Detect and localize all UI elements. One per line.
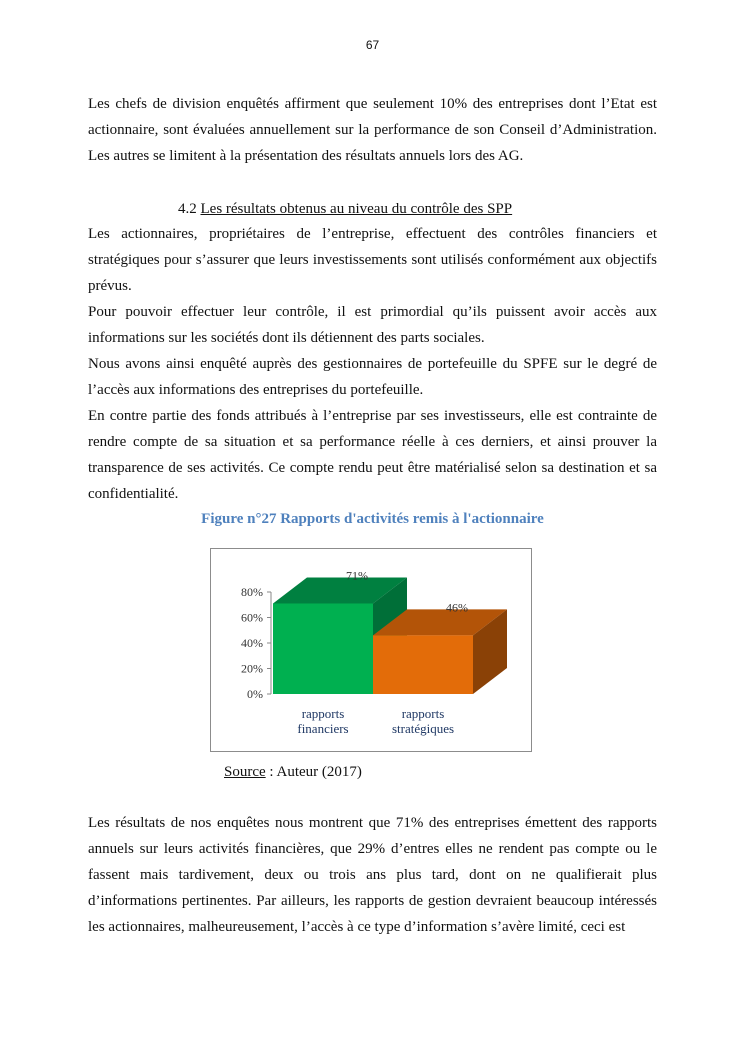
y-tick-label: 0% bbox=[247, 687, 263, 701]
paragraph bbox=[88, 810, 657, 940]
x-tick-label: stratégiques bbox=[391, 721, 455, 736]
body-paragraphs bbox=[88, 221, 657, 507]
page-number: 67 bbox=[365, 38, 380, 52]
y-tick-label: 60% bbox=[241, 610, 263, 625]
y-tick-label: 20% bbox=[241, 661, 263, 676]
y-tick-label: 40% bbox=[241, 636, 263, 650]
paragraph: En contre partie des fonds attribués à l’entreprise par ses investisseurs, elle est contrainte de rendre compte de sa situation et sa performance réelle à ces derniers, et ainsi prouver la transparence de ses activités. Ce compte rendu peut être matérialisé selon sa destination et sa confidentialité. bbox=[88, 408, 657, 502]
paragraph bbox=[88, 91, 657, 169]
paragraph-text: Les chefs de division enquêtés affirment que seulement 10% des entreprises dont l’Etat est actionnaire, sont évaluées annuellement sur la performance de son Conseil d’Administration. Les autres se limitent à la présentation des résultats annuels lors des AG. bbox=[88, 96, 657, 164]
paragraph: Pour pouvoir effectuer leur contrôle, il est primordial qu’ils puissent avoir accès aux informations sur les sociétés dont ils détiennent des parts sociales. bbox=[88, 304, 657, 346]
data-label: 71% bbox=[346, 568, 368, 583]
heading-text: Les résultats obtenus au niveau du contrôle des SPP bbox=[200, 201, 513, 217]
chart-svg bbox=[211, 549, 531, 751]
figure-source bbox=[224, 759, 362, 785]
paragraph: Les actionnaires, propriétaires de l’entreprise, effectuent des contrôles financiers et stratégiques pour s’assurer que leurs investissements sont utilisés conformément aux objectifs prévus. bbox=[88, 226, 657, 294]
x-tick-label: rapports bbox=[401, 706, 445, 721]
bar bbox=[273, 603, 373, 694]
heading-number: 4.2 bbox=[178, 201, 201, 217]
x-tick-label: rapports bbox=[301, 706, 345, 721]
source-label: Source bbox=[224, 764, 266, 780]
figure-title: Figure n°27 Rapports d'activités remis à l'actionnaire bbox=[201, 511, 544, 527]
bar-chart bbox=[210, 548, 532, 752]
source-text: : Auteur (2017) bbox=[265, 764, 362, 780]
paragraph: Nous avons ainsi enquêté auprès des gestionnaires de portefeuille du SPFE sur le degré de l’accès aux informations des entreprises du portefeuille. bbox=[88, 356, 657, 398]
y-tick-label: 80% bbox=[241, 585, 263, 599]
data-label: 46% bbox=[446, 600, 468, 615]
bar bbox=[373, 635, 473, 694]
section-heading bbox=[178, 196, 512, 222]
x-tick-label: financiers bbox=[297, 721, 349, 736]
paragraph-text: Les résultats de nos enquêtes nous montrent que 71% des entreprises émettent des rapports annuels sur leurs activités financières, que 29% d’entres elles ne rendent pas compte ou le fassent mais tardivement, deux ou trois ans plus tard, dont on ne qualifierait plus d’informations pertinentes. Par ailleurs, les rapports de gestion devraient beaucoup intéressés les actionnaires, malheureusement, l’accès à ce type d’information s’avère limité, ceci est bbox=[88, 815, 657, 935]
